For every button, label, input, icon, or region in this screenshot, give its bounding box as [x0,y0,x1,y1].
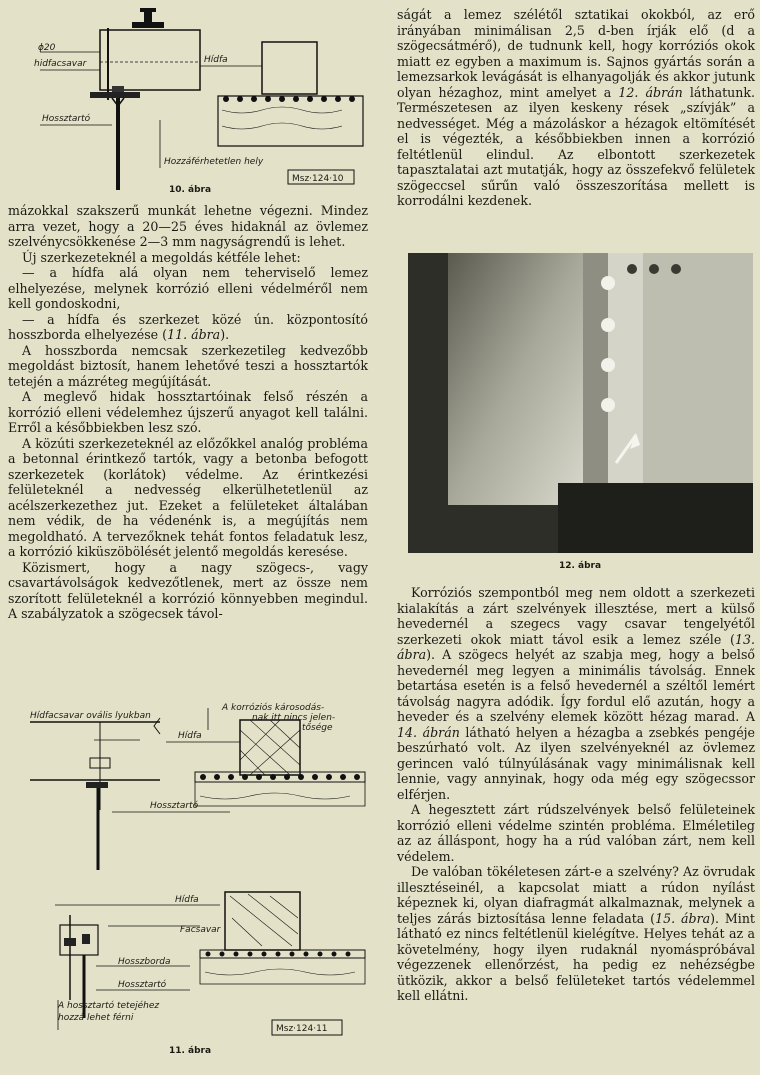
right-paragraph-2 [397,585,755,802]
left-paragraph-1: mázokkal szakszerű munkát lehetne végezni. Mindez arra vezet, hogy a 20—25 éves hidaknál az övlemez szelvénycsökkenése 2—3 mm nagyságrendű is lehet. [8,203,368,249]
right-paragraph-4 [397,864,755,1004]
figure-12-caption: 12. ábra [558,561,602,571]
left-paragraph-5: A hosszborda nemcsak szerkezetileg kedvezőbb megoldást biztosít, hanem lehetővé teszi a hossztartók tetején a mázréteg megújítását. [8,342,368,389]
right-paragraph-4-b: ). Mint látható ez nincs feltétlenül kielégítve. Helyes tehát az a követelmény, hogy ilyen rudaknál nyomáspróbával végezzenek ellenőrzést, ha pedig ez nehézségbe ütközik, akkor a belső felületeket tartós védelemmel kell ellátni. [397,910,755,1003]
left-paragraph-4 [8,312,368,343]
left-paragraph-2: Új szerkezeteknél a megoldás kétféle lehet: [22,249,301,265]
figure-10-drawing [0,0,380,200]
fig11-label-korrozios-1: A korróziós károsodás- [222,703,325,713]
fig11-label-hosszborda: Hosszborda [118,957,171,967]
fig11-label-hidfa-top: Hídfa [178,731,202,741]
fig10-label-phi20: ɸ20 [38,43,56,53]
fig11-label-tetejehez-1: A hossztartó tetejéhez [58,1001,160,1011]
fig10-label-hidfa: Hídfa [204,55,228,65]
right-paragraph-1-text: ságát a lemez szélétől sztatikai okokból, az erő irányában minimálisan 2,5 d-ben írják elő (d a szögecsátmérő), de tudnunk kell, hogy korróziós okok miatt ez egyben a maximum is. Sajnos gyártás során a lemezsarkok levágását is elhanyagolják és akkor jutunk olyan hézaghoz, mint amelyet a [397,7,755,100]
fig10-label-hidfacsavar: hidfacsavar [34,59,87,69]
fig10-label-hozzaferhetetlen: Hozzáférhetetlen hely [164,157,264,167]
left-paragraph-4-text: — a hídfa és szerkezet közé ún. központosító hosszborda elhelyezése ( [8,311,368,342]
fig11-label-tetejehez-2: hozzá lehet férni [58,1013,134,1023]
right-column-text-top [397,7,755,209]
fig10-stamp: Msz·124·10 [292,174,344,184]
left-paragraph-7: A közúti szerkezeteknél az előzőkkel analóg probléma a betonnal érintkező tartók, vagy a betonba befogott szerkezetek (korlátok) védelme. Az érintkezési felületeknél a nedvesség elkerülhetetlenül az acélszerkezethez jut. Ezeket a felületeket általában nem védik, de ha védenénk is, a megújítás nem megoldható. A tervezőknek tehát fontos feladatuk lesz, a korrózió kiküszöbölését jelentő megoldás keresése. [8,435,368,559]
figure-10-caption: 10. ábra [168,185,212,195]
right-paragraph-1-ref: 12. ábrán [618,84,683,100]
right-paragraph-1 [397,7,755,209]
fig11-label-hossztarto-top: Hossztartó [150,801,199,811]
fig11-label-hidfa-bottom: Hídfa [175,895,199,905]
figure-12-photo-drawing [408,253,753,553]
figure-11-caption: 11. ábra [168,1046,212,1056]
left-paragraph-6: A meglevő hidak hossztartóinak felső részén a korrózió elleni védelemhez újszerű anyagot kell találni. Erről a későbbiekben lesz szó. [8,389,368,435]
fig11-label-hidfacsavar-lyuk: Hídfacsavar ovális lyukban [30,711,151,721]
left-paragraph-4-ref: 11. ábra [167,327,221,342]
fig10-label-hossztarto: Hossztartó [42,114,91,124]
fig11-label-korrozios-3: tősége [302,723,333,733]
fig11-label-hossztarto-bottom: Hossztartó [118,980,167,990]
right-column-text-bottom [397,585,755,1004]
right-paragraph-2-ref2: 14. ábrán [397,724,460,740]
left-paragraph-4-end: ). [220,327,230,342]
figure-12-photo [408,253,753,553]
fig11-stamp: Msz·124·11 [276,1024,328,1034]
figure-11 [0,700,380,1050]
right-paragraph-3: A hegesztett zárt rúdszelvények belső felületeinek korrózió elleni védelme szintén probléma. Elméletileg az az álláspont, hogy ha a rúd valóban zárt, nem kell védelem. [397,802,755,864]
fig11-label-korrozios-2: nak itt nincs jelen- [252,713,336,723]
right-paragraph-2-c: látható helyen a hézagba a zsebkés pengéje beszúrható volt. Az ilyen szelvényeknél az övlemez gerincen való túlnyúlásának vagy minimálisnak kell lennie, vagy annyinak, hogy oda még egy szögecssor elférjen. [397,724,755,802]
right-paragraph-4-ref: 15. ábra [655,910,711,926]
left-column-text [8,203,368,622]
right-paragraph-2-a: Korróziós szempontból meg nem oldott a szerkezeti kialakítás a zárt szelvények illesztése, mert a külső hevedernél a szegecs vagy csavar tengelyétől szerkezeti okok miatt távol esik a lemez széle ( [397,585,755,647]
figure-11-drawing [0,700,380,1050]
figure-10 [0,0,380,200]
left-paragraph-3: — a hídfa alá olyan nem teherviselő lemez elhelyezése, melynek korrózió elleni védelméről nem kell gondoskodni, [8,265,368,311]
right-paragraph-4-a: De valóban tökéletesen zárt-e a szelvény? Az övrudak illesztéseinél, a kapcsolat miatt a rúdon nyílást képeznek ki, olyan diafragmát alkalmaznak, melynek a teljes zárás biztosítása lenne feladata ( [397,864,755,926]
right-paragraph-2-b: ). A szögecs helyét az szabja meg, hogy a belső hevedernél meg legyen a minimális távolság. Ennek betartása esetén is a felső hevedernél a széltől lemért távolság nagyra adódik. Így fordul elő azután, hogy a heveder és a szelvény elemek között hézag marad. A [397,647,755,724]
right-paragraph-2-ref1: 13. ábra [397,631,755,662]
fig11-label-facsavar: Facsavar [180,925,221,935]
left-paragraph-8: Közismert, hogy a nagy szögecs-, vagy csavartávolságok kedvezőtlenek, mert az össze nem szorított felületeknél a korrózió könnyebben megindul. A szabályzatok a szögecsek távol- [8,559,368,621]
right-paragraph-1-end: láthatunk. Természetesen az ilyen keskeny rések „szívják” a nedvességet. Még a mázoláskor a hézagok eltömítését el is végezték, a későbbiekben innen a korrózió feltétlenül elindul. Az elbontott szerkezetek tapasztalatai azt mutatják, hogy az összefekvő felületek szögeccsel sűrűn való összeszorítása mellett is korrodálni kezdenek. [397,84,755,208]
